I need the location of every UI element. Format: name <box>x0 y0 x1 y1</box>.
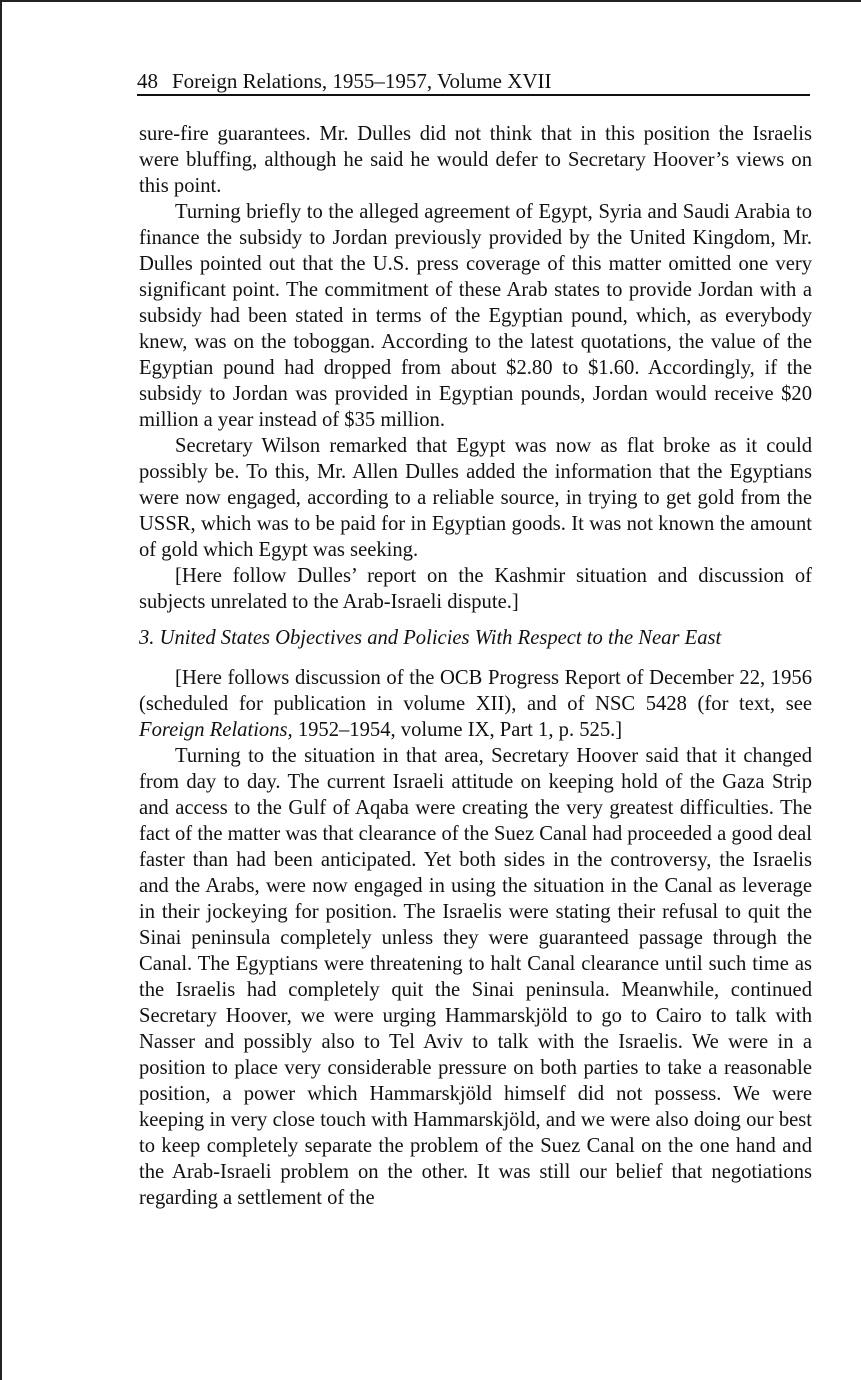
paragraph-5-italic-title: Foreign Relations, <box>139 719 293 741</box>
paragraph-1: sure-fire guarantees. Mr. Dulles did not think that in this position the Israelis were bluffing, although he said he would defer to Secretary Hoover’s views on this point. <box>139 123 812 197</box>
page-body <box>139 121 812 1211</box>
paragraph-5 <box>139 665 812 743</box>
paragraph-6: Turning to the situation in that area, Secretary Hoover said that it changed from day to day. The current Israeli attitude on keeping hold of the Gaza Strip and access to the Gulf of Aqaba were creating the very greatest difficulties. The fact of the matter was that clearance of the Suez Canal had proceeded a good deal faster than had been anticipated. Yet both sides in the controversy, the Israelis and the Arabs, were now engaged in using the situation in the Canal as leverage in their jockeying for position. The Israelis were stating their refusal to quit the Sinai peninsula completely unless they were guaranteed passage through the Canal. The Egyptians were threatening to halt Canal clearance until such time as the Israelis had completely quit the Sinai peninsula. Meanwhile, continued Secretary Hoover, we were urging Hammarskjöld to go to Cairo to talk with Nasser and possibly also to Tel Aviv to talk with the Israelis. We were in a position to place very considerable pressure on both parties to take a reasonable position, a power which Hammarskjöld himself did not possess. We were keeping in very close touch with Hammarskjöld, and we were also doing our best to keep completely separate the problem of the Suez Canal on the one hand and the Arab-Israeli problem on the other. It was still our belief that negotiations regarding a settlement of the <box>139 745 812 1209</box>
section-heading: 3. United States Objectives and Policies With Respect to the Near East <box>139 627 722 649</box>
paragraph-5-text-b: 1952–1954, volume IX, Part 1, p. 525.] <box>292 719 623 741</box>
running-header <box>137 68 810 96</box>
paragraph-4: [Here follow Dulles’ report on the Kashmir situation and discussion of subjects unrelated to the Arab-Israeli dispute.] <box>139 565 812 613</box>
paragraph-3: Secretary Wilson remarked that Egypt was now as flat broke as it could possibly be. To this, Mr. Allen Dulles added the information that the Egyptians were now engaged, according to a reliable source, in trying to get gold from the USSR, which was to be paid for in Egyptian goods. It was not known the amount of gold which Egypt was seeking. <box>139 435 812 561</box>
paragraph-5-text-a: [Here follows discussion of the OCB Progress Report of December 22, 1956 (scheduled for publication in volume XII), and of NSC 5428 (for text, see <box>139 667 812 715</box>
volume-title: Foreign Relations, 1955–1957, Volume XVII <box>172 69 552 93</box>
paragraph-2: Turning briefly to the alleged agreement of Egypt, Syria and Saudi Arabia to finance the subsidy to Jordan previously provided by the United Kingdom, Mr. Dulles pointed out that the U.S. press coverage of this matter omitted one very significant point. The commitment of these Arab states to provide Jordan with a subsidy had been stated in terms of the Egyptian pound, which, as everybody knew, was on the toboggan. According to the latest quotations, the value of the Egyptian pound had dropped from about $2.80 to $1.60. Accordingly, if the subsidy to Jordan was provided in Egyptian pounds, Jordan would receive $20 million a year instead of $35 million. <box>139 201 812 431</box>
page-number: 48 <box>137 69 158 93</box>
